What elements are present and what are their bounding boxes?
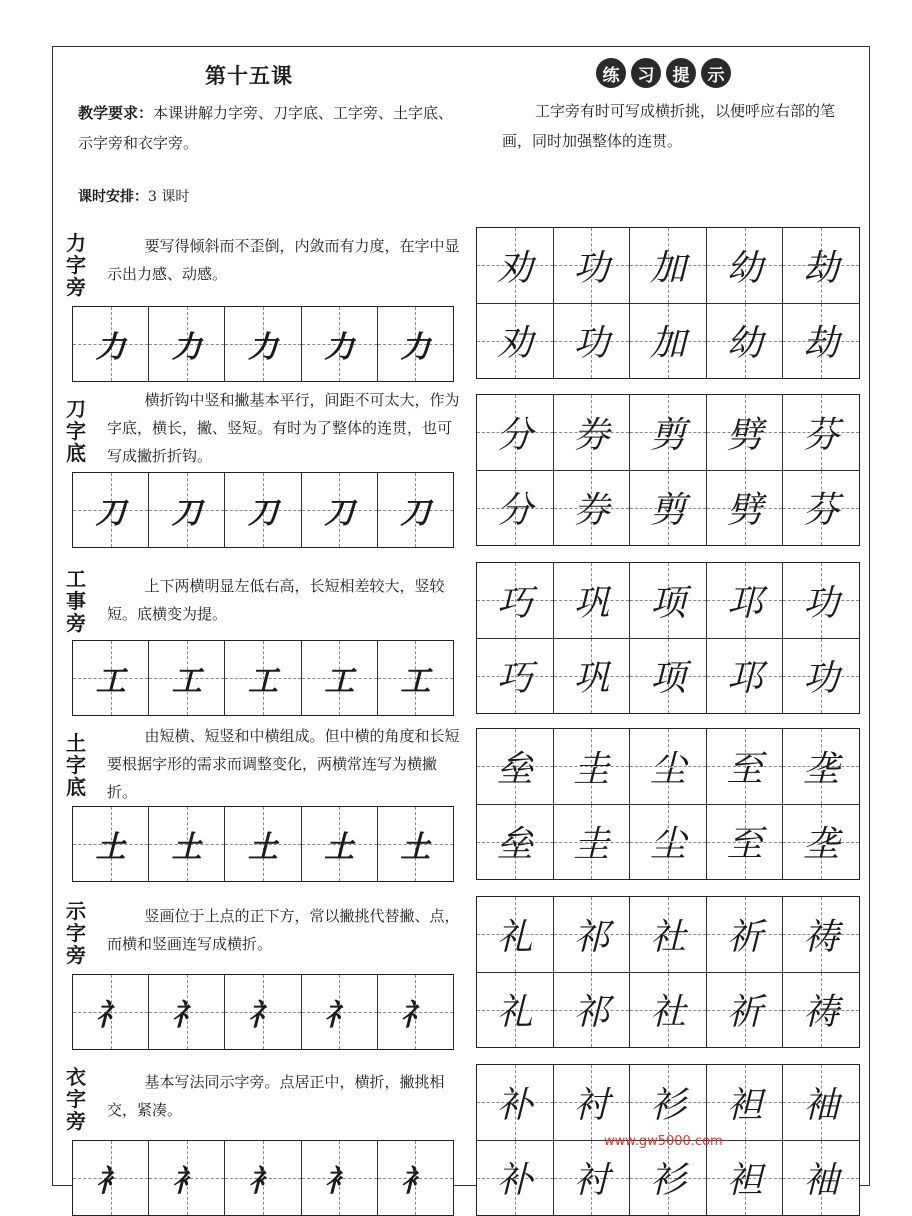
stroke-cell-char: 礻 bbox=[248, 998, 278, 1033]
example-cell bbox=[553, 1065, 630, 1140]
stroke-cell bbox=[73, 1141, 148, 1215]
example-cell bbox=[706, 729, 783, 804]
stroke-cell bbox=[73, 975, 148, 1049]
example-character-grid bbox=[476, 562, 860, 714]
example-cell-char: 祈 bbox=[726, 916, 763, 958]
example-cell-char: 券 bbox=[573, 490, 610, 532]
example-row bbox=[477, 1065, 859, 1140]
example-cell bbox=[553, 1141, 630, 1216]
stroke-cell-char: 土 bbox=[95, 830, 126, 865]
example-cell bbox=[553, 228, 630, 303]
stroke-cell bbox=[224, 807, 300, 881]
example-cell bbox=[553, 639, 630, 714]
example-row bbox=[477, 303, 859, 379]
example-cell-char: 尘 bbox=[649, 748, 686, 790]
practice-tips-badges bbox=[596, 58, 731, 88]
example-cell-char: 幼 bbox=[726, 247, 763, 289]
example-cell-char: 项 bbox=[649, 658, 686, 700]
example-cell bbox=[477, 973, 553, 1048]
example-cell-char: 邛 bbox=[726, 658, 763, 700]
stroke-cell-char: 力 bbox=[324, 330, 355, 365]
example-cell-char: 劫 bbox=[803, 247, 840, 289]
example-character-grid bbox=[476, 896, 860, 1048]
teaching-requirement bbox=[78, 98, 468, 158]
example-character-grid bbox=[476, 394, 860, 546]
example-cell-char: 剪 bbox=[649, 414, 686, 456]
section-label: 示字旁 bbox=[66, 899, 86, 967]
example-cell-char: 巧 bbox=[496, 658, 533, 700]
example-cell bbox=[706, 1065, 783, 1140]
example-cell bbox=[782, 1141, 859, 1216]
example-cell-char: 加 bbox=[649, 247, 686, 289]
example-cell-char: 劝 bbox=[496, 323, 533, 365]
example-cell bbox=[782, 304, 859, 379]
example-cell bbox=[706, 304, 783, 379]
stroke-cell bbox=[377, 641, 453, 715]
example-cell-char: 劫 bbox=[803, 323, 840, 365]
example-cell bbox=[553, 973, 630, 1048]
requirement-label: 教学要求： bbox=[78, 104, 154, 122]
example-cell-char: 衫 bbox=[649, 1160, 686, 1202]
stroke-cell-char: 土 bbox=[400, 830, 431, 865]
section-description: 横折钩中竖和撇基本平行，间距不可太大，作为字底，横长，撇、竖短。有时为了整体的连贯，也可写成撇折折钩。 bbox=[107, 391, 460, 465]
example-cell bbox=[629, 897, 706, 972]
stroke-cell-char: 土 bbox=[248, 830, 278, 865]
stroke-cell-char: 礻 bbox=[95, 998, 126, 1033]
example-cell bbox=[553, 897, 630, 972]
example-cell-char: 券 bbox=[573, 414, 610, 456]
example-cell bbox=[629, 563, 706, 638]
example-cell bbox=[782, 639, 859, 714]
stroke-cell bbox=[377, 307, 453, 381]
example-character-grid bbox=[476, 728, 860, 880]
stroke-cell-char: 衤 bbox=[171, 1164, 202, 1199]
stroke-cell bbox=[73, 807, 148, 881]
stroke-practice-grid bbox=[72, 472, 454, 548]
stroke-cell-char: 衤 bbox=[400, 1164, 431, 1199]
example-cell-char: 分 bbox=[496, 414, 533, 456]
example-cell bbox=[706, 563, 783, 638]
example-cell-char: 项 bbox=[649, 582, 686, 624]
example-cell-char: 补 bbox=[496, 1160, 533, 1202]
example-cell-char: 祁 bbox=[573, 916, 610, 958]
stroke-practice-grid bbox=[72, 806, 454, 882]
stroke-cell bbox=[301, 1141, 377, 1215]
example-cell-char: 袖 bbox=[803, 1160, 840, 1202]
stroke-cell-char: 衤 bbox=[95, 1164, 126, 1199]
example-cell-char: 功 bbox=[803, 582, 840, 624]
example-cell bbox=[553, 563, 630, 638]
stroke-cell-char: 衤 bbox=[248, 1164, 278, 1199]
stroke-cell-char: 工 bbox=[324, 664, 355, 699]
example-cell bbox=[629, 304, 706, 379]
example-cell bbox=[477, 395, 553, 470]
example-cell bbox=[477, 1065, 553, 1140]
tip-badge: 练 bbox=[596, 58, 626, 88]
stroke-cell-char: 工 bbox=[248, 664, 278, 699]
example-cell-char: 尘 bbox=[649, 824, 686, 866]
schedule-text: 3 课时 bbox=[148, 189, 190, 205]
example-cell bbox=[477, 228, 553, 303]
example-cell bbox=[477, 805, 553, 880]
example-cell bbox=[629, 471, 706, 546]
example-cell-char: 劈 bbox=[726, 490, 763, 532]
example-cell-char: 芬 bbox=[803, 490, 840, 532]
schedule-label: 课时安排： bbox=[78, 189, 148, 205]
stroke-cell bbox=[224, 641, 300, 715]
example-cell-char: 衬 bbox=[573, 1084, 610, 1126]
section-description: 上下两横明显左低右高，长短相差较大，竖较短。底横变为提。 bbox=[107, 577, 445, 623]
stroke-cell bbox=[224, 975, 300, 1049]
example-cell bbox=[553, 805, 630, 880]
example-cell bbox=[629, 1065, 706, 1140]
stroke-cell-char: 土 bbox=[171, 830, 202, 865]
stroke-cell-char: 礻 bbox=[171, 998, 202, 1033]
stroke-cell-char: 力 bbox=[171, 330, 202, 365]
stroke-cell bbox=[73, 641, 148, 715]
schedule bbox=[78, 186, 189, 206]
example-cell-char: 祷 bbox=[803, 916, 840, 958]
example-cell-char: 垒 bbox=[496, 748, 533, 790]
example-cell-char: 垄 bbox=[803, 824, 840, 866]
example-cell-char: 芬 bbox=[803, 414, 840, 456]
example-cell-char: 剪 bbox=[649, 490, 686, 532]
section-label: 衣字旁 bbox=[66, 1065, 86, 1133]
example-row bbox=[477, 563, 859, 638]
example-cell bbox=[782, 805, 859, 880]
stroke-cell bbox=[301, 473, 377, 547]
stroke-cell-char: 刀 bbox=[400, 496, 431, 531]
example-cell-char: 圭 bbox=[573, 824, 610, 866]
example-cell bbox=[477, 729, 553, 804]
stroke-practice-grid bbox=[72, 974, 454, 1050]
example-cell bbox=[629, 973, 706, 1048]
watermark: www.gw5000.com bbox=[604, 1134, 723, 1149]
example-cell-char: 劝 bbox=[496, 247, 533, 289]
example-cell-char: 垄 bbox=[803, 748, 840, 790]
section-label: 土字底 bbox=[66, 731, 86, 799]
stroke-cell bbox=[377, 1141, 453, 1215]
stroke-cell bbox=[148, 975, 224, 1049]
tip-badge: 示 bbox=[701, 58, 731, 88]
example-cell-char: 衬 bbox=[573, 1160, 610, 1202]
example-cell-char: 巩 bbox=[573, 582, 610, 624]
stroke-cell-char: 刀 bbox=[171, 496, 202, 531]
stroke-cell bbox=[224, 307, 300, 381]
example-cell bbox=[553, 304, 630, 379]
example-cell bbox=[706, 897, 783, 972]
example-cell bbox=[706, 228, 783, 303]
section-description: 基本写法同示字旁。点居正中，横折，撇挑相交，紧凑。 bbox=[107, 1073, 445, 1119]
example-cell bbox=[782, 729, 859, 804]
example-cell bbox=[782, 897, 859, 972]
stroke-cell-char: 力 bbox=[248, 330, 278, 365]
stroke-cell bbox=[377, 807, 453, 881]
example-cell-char: 袒 bbox=[726, 1084, 763, 1126]
example-cell-char: 礼 bbox=[496, 992, 533, 1034]
example-row bbox=[477, 638, 859, 714]
example-cell-char: 至 bbox=[726, 748, 763, 790]
example-cell-char: 功 bbox=[573, 247, 610, 289]
example-cell-char: 礼 bbox=[496, 916, 533, 958]
tips-text: 工字旁有时可写成横折挑，以便呼应右部的笔画，同时加强整体的连贯。 bbox=[502, 102, 836, 150]
example-cell-char: 社 bbox=[649, 916, 686, 958]
example-cell bbox=[782, 471, 859, 546]
section-description: 竖画位于上点的正下方，常以撇挑代替撇、点，而横和竖画连写成横折。 bbox=[107, 907, 460, 953]
example-cell bbox=[553, 729, 630, 804]
stroke-practice-grid bbox=[72, 1140, 454, 1216]
example-cell bbox=[629, 1141, 706, 1216]
stroke-practice-grid bbox=[72, 640, 454, 716]
tip-badge: 提 bbox=[666, 58, 696, 88]
example-cell-char: 劈 bbox=[726, 414, 763, 456]
stroke-cell bbox=[148, 473, 224, 547]
section-label: 力字旁 bbox=[66, 231, 86, 299]
example-cell-char: 祈 bbox=[726, 992, 763, 1034]
example-cell bbox=[782, 228, 859, 303]
example-row bbox=[477, 897, 859, 972]
stroke-cell bbox=[73, 307, 148, 381]
stroke-cell bbox=[301, 307, 377, 381]
stroke-cell-char: 刀 bbox=[95, 496, 126, 531]
stroke-cell bbox=[73, 473, 148, 547]
example-cell bbox=[629, 395, 706, 470]
example-cell-char: 祁 bbox=[573, 992, 610, 1034]
stroke-cell-char: 土 bbox=[324, 830, 355, 865]
example-cell bbox=[706, 973, 783, 1048]
example-cell bbox=[629, 639, 706, 714]
example-cell-char: 至 bbox=[726, 824, 763, 866]
example-cell-char: 加 bbox=[649, 323, 686, 365]
example-cell bbox=[706, 805, 783, 880]
example-cell-char: 功 bbox=[573, 323, 610, 365]
example-cell-char: 圭 bbox=[573, 748, 610, 790]
stroke-cell-char: 刀 bbox=[324, 496, 355, 531]
example-cell bbox=[629, 805, 706, 880]
section-label: 刀字底 bbox=[66, 397, 86, 465]
stroke-cell bbox=[377, 975, 453, 1049]
stroke-cell bbox=[224, 473, 300, 547]
example-cell-char: 巧 bbox=[496, 582, 533, 624]
example-row bbox=[477, 470, 859, 546]
stroke-cell-char: 工 bbox=[95, 664, 126, 699]
example-cell bbox=[782, 1065, 859, 1140]
example-cell-char: 垒 bbox=[496, 824, 533, 866]
example-cell-char: 巩 bbox=[573, 658, 610, 700]
example-cell bbox=[477, 563, 553, 638]
example-row bbox=[477, 228, 859, 303]
stroke-cell bbox=[148, 641, 224, 715]
example-cell bbox=[629, 729, 706, 804]
example-cell bbox=[477, 471, 553, 546]
tip-badge: 习 bbox=[631, 58, 661, 88]
example-cell-char: 功 bbox=[803, 658, 840, 700]
example-cell bbox=[706, 395, 783, 470]
stroke-cell bbox=[148, 807, 224, 881]
example-cell-char: 衫 bbox=[649, 1084, 686, 1126]
example-row bbox=[477, 729, 859, 804]
example-cell bbox=[477, 897, 553, 972]
stroke-cell bbox=[148, 1141, 224, 1215]
stroke-practice-grid bbox=[72, 306, 454, 382]
example-row bbox=[477, 395, 859, 470]
example-cell bbox=[477, 304, 553, 379]
stroke-cell-char: 工 bbox=[400, 664, 431, 699]
section-label: 工事旁 bbox=[66, 567, 86, 635]
requirement-text: 本课讲解力字旁、刀字底、工字旁、土字底、示字旁和衣字旁。 bbox=[78, 104, 454, 152]
example-cell-char: 分 bbox=[496, 490, 533, 532]
example-cell-char: 袒 bbox=[726, 1160, 763, 1202]
stroke-cell bbox=[377, 473, 453, 547]
example-cell bbox=[477, 1141, 553, 1216]
example-cell bbox=[629, 228, 706, 303]
section-description: 由短横、短竖和中横组成。但中横的角度和长短要根据字形的需求而调整变化，两横常连写为横撇折。 bbox=[107, 727, 460, 801]
example-cell-char: 祷 bbox=[803, 992, 840, 1034]
lesson-title: 第十五课 bbox=[205, 64, 293, 88]
stroke-cell-char: 礻 bbox=[400, 998, 431, 1033]
example-cell-char: 社 bbox=[649, 992, 686, 1034]
stroke-cell-char: 力 bbox=[400, 330, 431, 365]
stroke-cell-char: 衤 bbox=[324, 1164, 355, 1199]
example-cell-char: 邛 bbox=[726, 582, 763, 624]
stroke-cell bbox=[301, 641, 377, 715]
example-cell bbox=[477, 639, 553, 714]
example-character-grid bbox=[476, 227, 860, 379]
example-cell bbox=[706, 471, 783, 546]
example-cell bbox=[782, 395, 859, 470]
example-row bbox=[477, 972, 859, 1048]
example-cell bbox=[553, 471, 630, 546]
example-cell bbox=[553, 395, 630, 470]
example-cell-char: 袖 bbox=[803, 1084, 840, 1126]
example-cell bbox=[782, 563, 859, 638]
example-cell bbox=[706, 1141, 783, 1216]
example-row bbox=[477, 804, 859, 880]
stroke-cell bbox=[148, 307, 224, 381]
stroke-cell bbox=[224, 1141, 300, 1215]
stroke-cell-char: 工 bbox=[171, 664, 202, 699]
example-cell-char: 幼 bbox=[726, 323, 763, 365]
example-cell bbox=[706, 639, 783, 714]
stroke-cell-char: 刀 bbox=[248, 496, 278, 531]
stroke-cell bbox=[301, 975, 377, 1049]
section-description: 要写得倾斜而不歪倒，内敛而有力度，在字中显示出力感、动感。 bbox=[107, 237, 460, 283]
example-cell bbox=[782, 973, 859, 1048]
stroke-cell-char: 礻 bbox=[324, 998, 355, 1033]
stroke-cell bbox=[301, 807, 377, 881]
example-row bbox=[477, 1140, 859, 1216]
stroke-cell-char: 力 bbox=[95, 330, 126, 365]
example-cell-char: 补 bbox=[496, 1084, 533, 1126]
